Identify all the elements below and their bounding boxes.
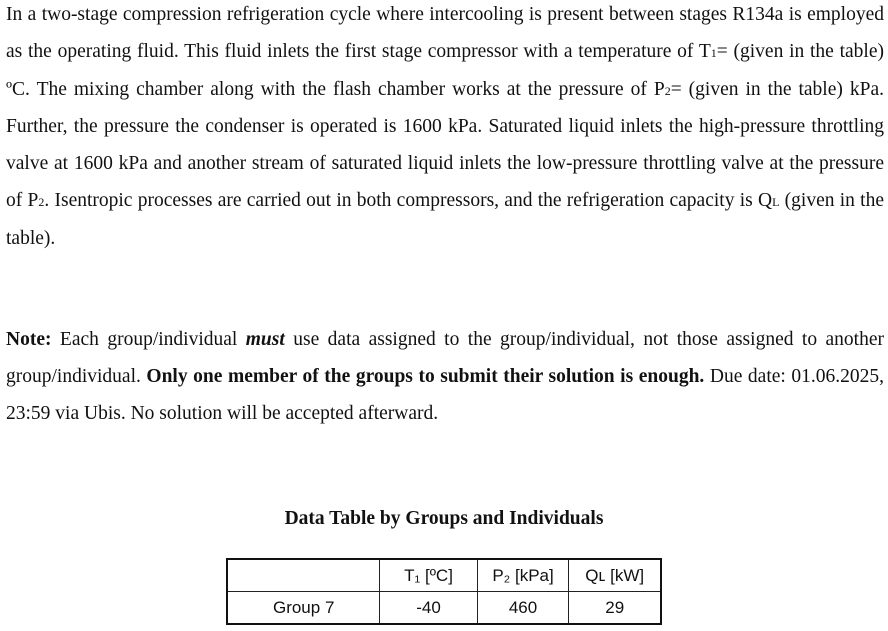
header-p2: P₂ [kPa]: [477, 559, 569, 592]
cell-ql: 29: [569, 592, 661, 625]
note-paragraph: [6, 322, 884, 432]
statement-text-2: = (given in the table) ºC. The mixing chamber along with the flash chamber works at the pressure of P: [6, 40, 884, 100]
header-t1: T₁ [ºC]: [380, 559, 477, 592]
table-header-row: [227, 559, 661, 592]
note-text-1: Each group/individual: [51, 329, 246, 350]
header-blank-cell: [227, 559, 380, 592]
note-text-2: use data assigned to the group/individual, not those assigned to another group/individual.: [6, 329, 884, 387]
table-row: [227, 592, 661, 625]
data-table: [226, 558, 662, 625]
subscript-p2: 2: [664, 83, 671, 98]
cell-p2: 460: [477, 592, 569, 625]
note-due-date-text: Due date: 01.06.2025, 23:59 via Ubis. No solution will be accepted afterward.: [6, 365, 884, 424]
statement-text-1: In a two-stage compression refrigeration cycle where intercooling is present between stages R134a is employed as the operating fluid. This fluid inlets the first stage compressor with a temperature of T: [6, 4, 884, 62]
subscript-p2-second: 2: [38, 194, 45, 209]
problem-statement: [6, 0, 884, 258]
note-label: Note:: [6, 329, 52, 350]
statement-text-3: = (given in the table) kPa. Further, the pressure the condenser is operated is 1600 kPa. Saturated liquid inlets the high-pressure throttling valve at 1600 kPa and another stream of saturated liquid inlets the low-pressure throttling valve at the pressure of P: [6, 78, 884, 211]
note-emphasis-must: must: [245, 329, 285, 350]
statement-text-5: (given in the table).: [6, 189, 884, 249]
statement-text-4: . Isentropic processes are carried out in both compressors, and the refrigeration capacity is Q: [44, 189, 773, 211]
table-title: Data Table by Groups and Individuals: [284, 508, 604, 529]
subscript-t1: 1: [710, 45, 717, 60]
subscript-ql: L: [772, 194, 780, 209]
note-bold-statement: Only one member of the groups to submit their solution is enough.: [146, 365, 705, 387]
cell-group: Group 7: [227, 592, 380, 625]
header-ql: Qʟ [kW]: [569, 559, 661, 592]
cell-t1: -40: [380, 592, 477, 625]
